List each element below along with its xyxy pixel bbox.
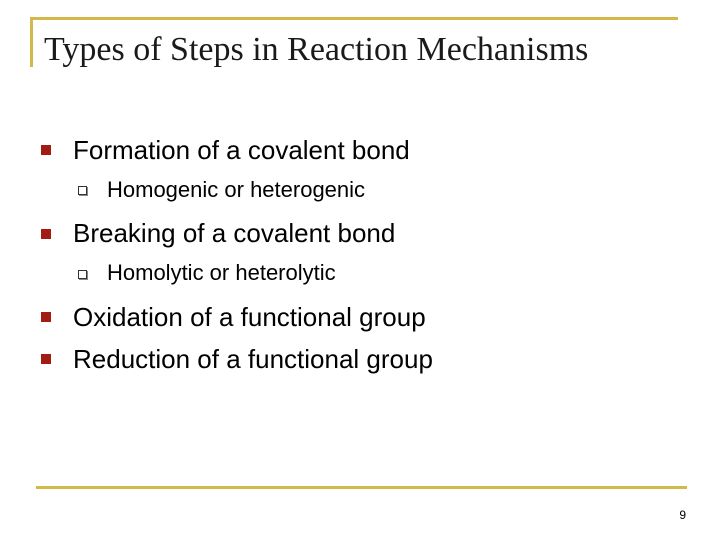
bullet-item: Reduction of a functional group — [73, 344, 433, 374]
slide-title: Types of Steps in Reaction Mechanisms — [44, 31, 589, 68]
sub-bullet-item: Homogenic or heterogenic — [107, 177, 366, 202]
bullet-item: Breaking of a covalent bond — [73, 218, 396, 248]
bullet-item: Formation of a covalent bond — [73, 135, 410, 165]
sub-bullet-item: Homolytic or heterolytic — [107, 260, 336, 285]
hollow-square-bullet-icon — [78, 186, 87, 195]
bullet-item: Oxidation of a functional group — [73, 302, 426, 332]
hollow-square-bullet-icon — [78, 270, 87, 279]
square-bullet-icon — [41, 145, 51, 155]
page-number: 9 — [679, 508, 686, 522]
square-bullet-icon — [41, 312, 51, 322]
title-top-rule — [30, 17, 678, 20]
square-bullet-icon — [41, 229, 51, 239]
footer-rule — [36, 486, 687, 489]
square-bullet-icon — [41, 354, 51, 364]
title-left-rule — [30, 17, 33, 67]
